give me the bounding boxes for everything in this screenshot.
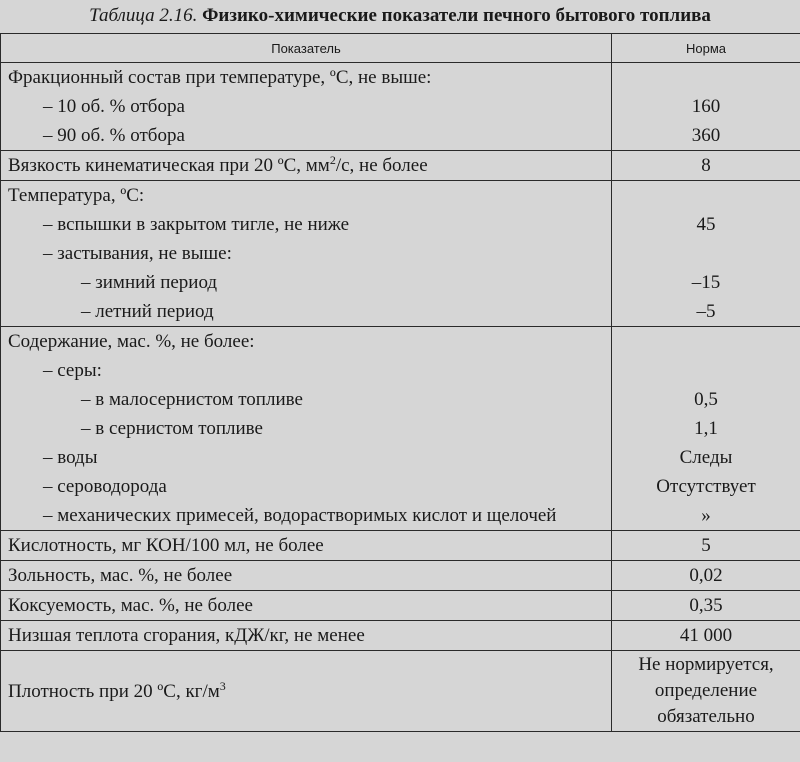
row-label: – в сернистом топливе <box>1 414 612 443</box>
header-norm: Норма <box>612 34 800 63</box>
row-value: 160 <box>612 92 800 121</box>
row-value: 5 <box>612 531 800 561</box>
table-row <box>1 443 800 472</box>
row-label: Коксуемость, мас. %, не более <box>1 591 612 621</box>
table-row <box>1 501 800 531</box>
row-value: 0,5 <box>612 385 800 414</box>
row-value: 45 <box>612 210 800 239</box>
row-label: Фракционный состав при температуре, ºС, не выше: <box>1 63 612 93</box>
row-value: –5 <box>612 297 800 327</box>
row-label: – застывания, не выше: <box>1 239 612 268</box>
table-number: Таблица 2.16. <box>89 5 198 26</box>
row-value <box>612 327 800 357</box>
row-value: 360 <box>612 121 800 151</box>
row-label: – в малосернистом топливе <box>1 385 612 414</box>
row-value: » <box>612 501 800 531</box>
row-label: Вязкость кинематическая при 20 ºС, $мм^2/с$, не более <box>1 151 612 181</box>
row-label: – вспышки в закрытом тигле, не ниже <box>1 210 612 239</box>
table-caption <box>0 0 800 32</box>
row-value: 1,1 <box>612 414 800 443</box>
row-label: Плотность при 20 ºС, $кг/м^3$ <box>1 651 612 732</box>
row-label: Содержание, мас. %, не более: <box>1 327 612 357</box>
table-row <box>1 268 800 297</box>
row-label: – 90 об. % отбора <box>1 121 612 151</box>
row-value <box>612 63 800 93</box>
row-label: – сероводорода <box>1 472 612 501</box>
row-label: – механических примесей, водорастворимых кислот и щелочей <box>1 501 612 531</box>
row-label: Кислотность, мг КОН/100 мл, не более <box>1 531 612 561</box>
row-value: Отсутствует <box>612 472 800 501</box>
table-row <box>1 151 800 181</box>
table-row <box>1 63 800 93</box>
table-title: Физико-химические показатели печного бытового топлива <box>202 5 711 26</box>
table-row <box>1 621 800 651</box>
table-row <box>1 92 800 121</box>
table-row <box>1 210 800 239</box>
row-value: Следы <box>612 443 800 472</box>
row-value: 0,35 <box>612 591 800 621</box>
header-indicator: Показатель <box>1 34 612 63</box>
table-row <box>1 531 800 561</box>
row-label: – зимний период <box>1 268 612 297</box>
table-row <box>1 651 800 732</box>
table-row <box>1 121 800 151</box>
row-label: Температура, ºС: <box>1 181 612 211</box>
row-label: Низшая теплота сгорания, кДЖ/кг, не менее <box>1 621 612 651</box>
table-row <box>1 181 800 211</box>
row-value <box>612 356 800 385</box>
row-label: – 10 об. % отбора <box>1 92 612 121</box>
table-row <box>1 385 800 414</box>
properties-table <box>0 33 800 732</box>
table-row <box>1 327 800 357</box>
table-row <box>1 356 800 385</box>
row-value: Не нормируется, определение обязательно <box>612 651 800 732</box>
row-label: – серы: <box>1 356 612 385</box>
row-label: – воды <box>1 443 612 472</box>
table-row <box>1 472 800 501</box>
row-value <box>612 181 800 211</box>
row-label: – летний период <box>1 297 612 327</box>
table-row <box>1 561 800 591</box>
table-row <box>1 239 800 268</box>
table-row <box>1 414 800 443</box>
header-row <box>1 34 800 63</box>
row-value: –15 <box>612 268 800 297</box>
row-value: 8 <box>612 151 800 181</box>
row-value: 41 000 <box>612 621 800 651</box>
row-value: 0,02 <box>612 561 800 591</box>
table-row <box>1 297 800 327</box>
row-label: Зольность, мас. %, не более <box>1 561 612 591</box>
row-value <box>612 239 800 268</box>
table-row <box>1 591 800 621</box>
